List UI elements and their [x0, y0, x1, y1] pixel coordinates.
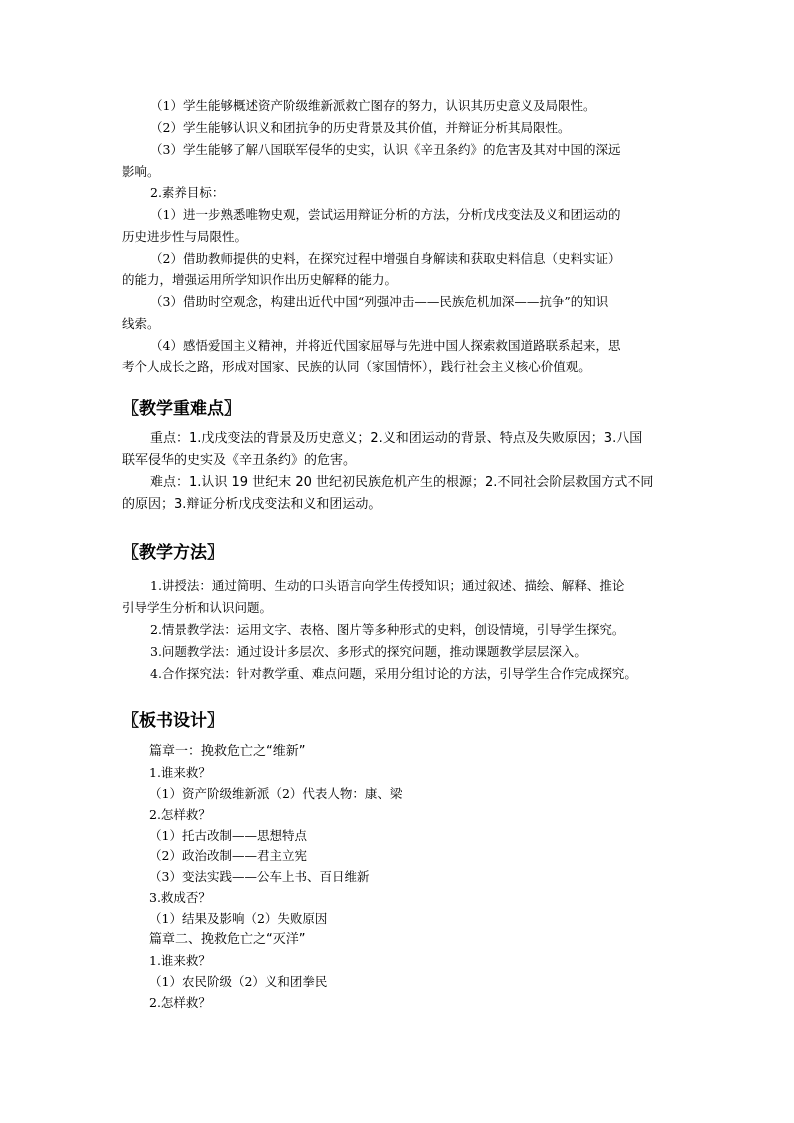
board-chapter-2: 篇章二、挽救危亡之“灭洋”	[149, 932, 306, 947]
board-line: （1）资产阶级维新派（2）代表人物：康、梁	[149, 786, 403, 801]
board-line: 2.怎样救？	[149, 807, 211, 822]
difficult-points-line-2: 的原因；3.辩证分析戊戌变法和义和团运动。	[122, 497, 382, 512]
board-line: 1.谁来救？	[149, 953, 211, 968]
literacy-goal-3: （3）借助时空观念，构建出近代中国“列强冲击——民族危机加深——抗争”的知识	[150, 294, 609, 309]
knowledge-goal-3-cont: 影响。	[122, 164, 160, 179]
literacy-goal-3-cont: 线索。	[122, 316, 160, 331]
difficult-points-line-1: 难点：1.认识 19 世纪末 20 世纪初民族危机产生的根源；2.不同社会阶层救国方式不同	[150, 475, 654, 490]
board-line: （1）结果及影响（2）失败原因	[149, 911, 328, 926]
method-1: 1.讲授法：通过简明、生动的口头语言向学生传授知识；通过叙述、描绘、解释、推论	[150, 578, 625, 593]
board-line: 1.谁来救？	[149, 765, 211, 780]
knowledge-goal-1: （1）学生能够概述资产阶级维新派救亡图存的努力，认识其历史意义及局限性。	[150, 98, 596, 113]
literacy-goal-2-cont: 的能力，增强运用所学知识作出历史解释的能力。	[122, 272, 398, 287]
key-points-line-1: 重点：1.戊戌变法的背景及历史意义；2.义和团运动的背景、特点及失败原因；3.八国	[150, 431, 643, 446]
board-chapter-1: 篇章一：挽救危亡之“维新”	[149, 744, 306, 759]
literacy-goal-title: 2.素养目标：	[150, 185, 225, 200]
board-line: （2）政治改制——君主立宪	[149, 848, 307, 863]
literacy-goal-4-cont: 考个人成长之路，形成对国家、民族的认同（家国情怀），践行社会主义核心价值观。	[122, 359, 591, 374]
method-2: 2.情景教学法：运用文字、表格、图片等多种形式的史料，创设情境，引导学生探究。	[150, 622, 625, 637]
knowledge-goal-3: （3）学生能够了解八国联军侵华的史实，认识《辛丑条约》的危害及其对中国的深远	[150, 142, 621, 157]
difficulties-heading: 〖教学重难点〗	[122, 399, 241, 419]
method-1-cont: 引导学生分析和认识问题。	[122, 600, 273, 615]
board-line: 2.怎样救？	[149, 995, 211, 1010]
board-line: （1）托古改制——思想特点	[149, 828, 307, 843]
methods-heading: 〖教学方法〗	[122, 543, 224, 563]
board-line: 3.救成否？	[149, 890, 211, 905]
literacy-goal-1-cont: 历史进步性与局限性。	[122, 229, 248, 244]
board-line: （3）变法实践——公车上书、百日维新	[149, 869, 370, 884]
board-heading: 〖板书设计〗	[122, 711, 224, 731]
literacy-goal-2: （2）借助教师提供的史料，在探究过程中增强自身解读和获取史料信息（史料实证）	[150, 251, 621, 266]
method-3: 3.问题教学法：通过设计多层次、多形式的探究问题，推动课题教学层层深入。	[150, 644, 587, 659]
key-points-line-2: 联军侵华的史实及《辛丑条约》的危害。	[122, 453, 357, 468]
knowledge-goal-2: （2）学生能够认识义和团抗争的历史背景及其价值，并辩证分析其局限性。	[150, 120, 571, 135]
literacy-goal-1: （1）进一步熟悉唯物史观，尝试运用辩证分析的方法，分析戊戌变法及义和团运动的	[150, 207, 621, 222]
board-line: （1）农民阶级（2）义和团拳民	[149, 974, 328, 989]
method-4: 4.合作探究法：针对教学重、难点问题，采用分组讨论的方法，引导学生合作完成探究。	[150, 666, 637, 681]
literacy-goal-4: （4）感悟爱国主义精神，并将近代国家屈辱与先进中国人探索救国道路联系起来，思	[150, 338, 621, 353]
